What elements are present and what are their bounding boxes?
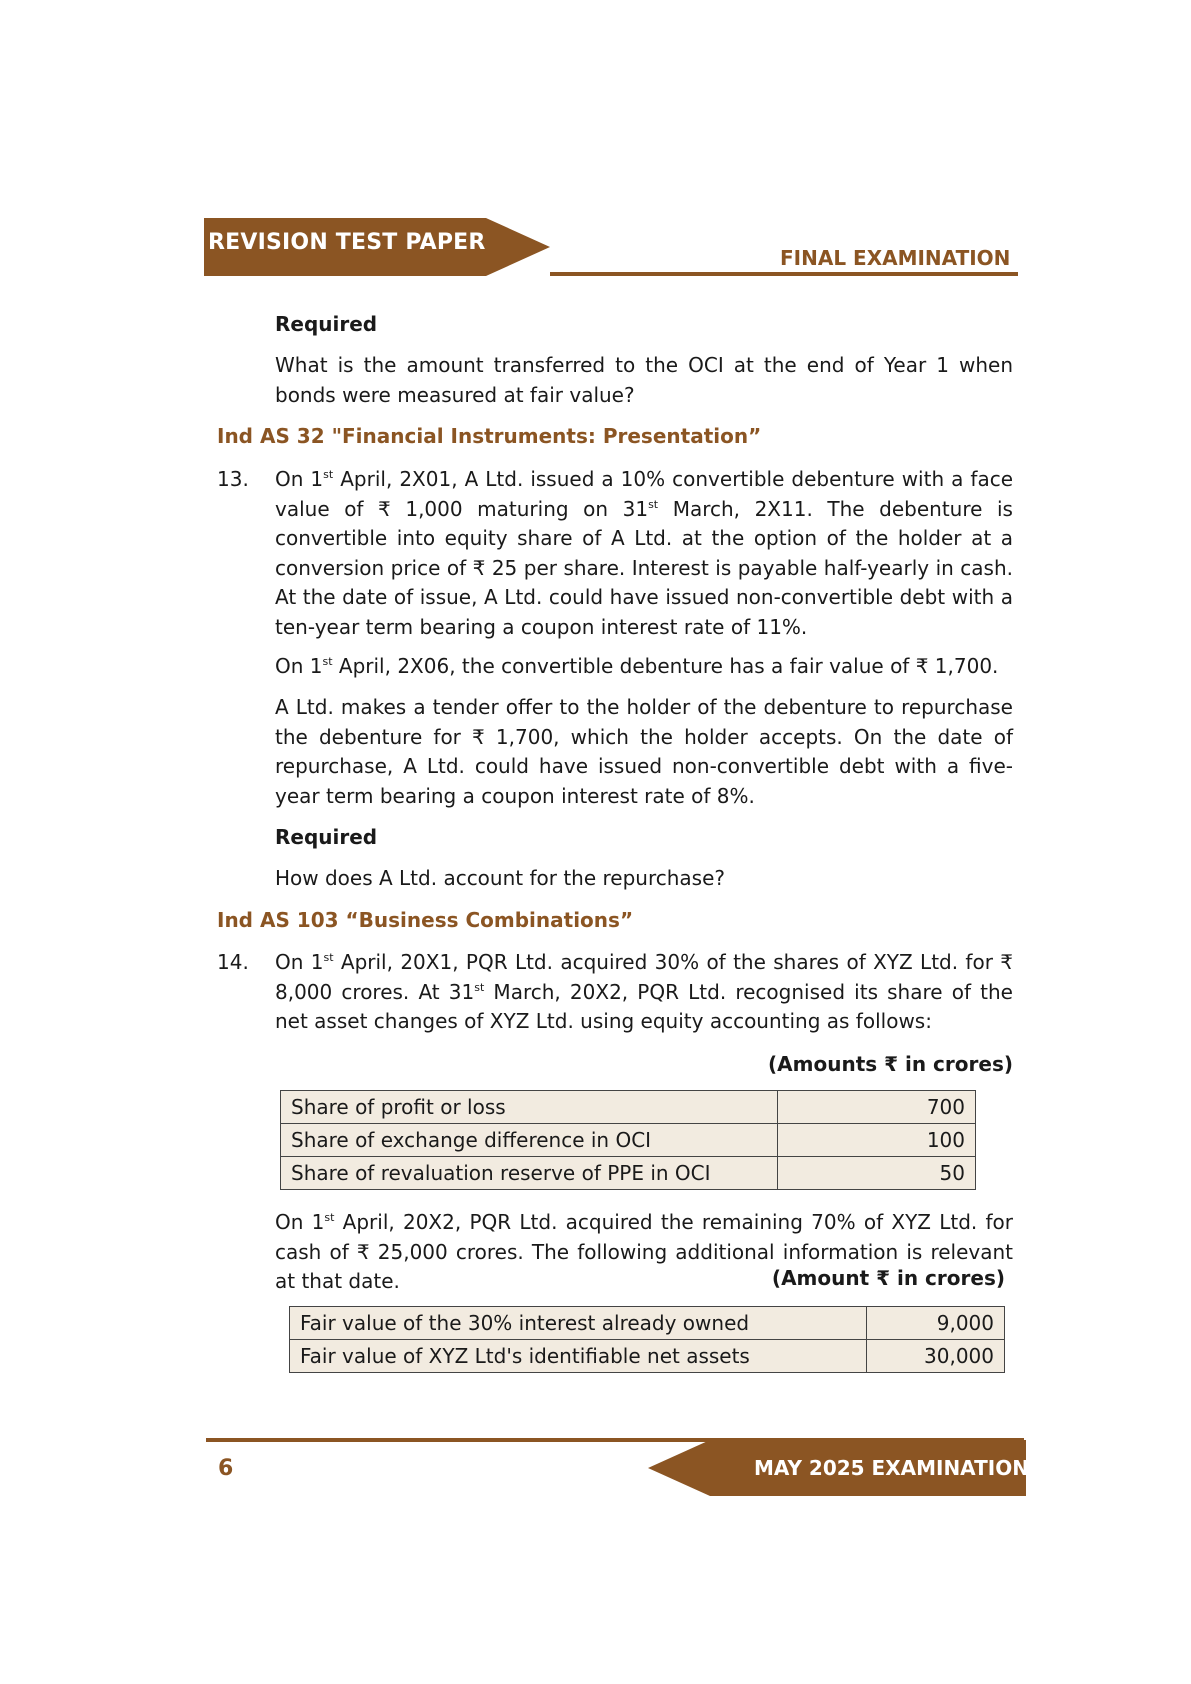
- table-cell-value: 50: [778, 1157, 976, 1190]
- q13-required-label: Required: [275, 825, 378, 849]
- table-cell-label: Fair value of the 30% interest already owned: [290, 1307, 867, 1340]
- table-cell-label: Fair value of XYZ Ltd's identifiable net assets: [290, 1340, 867, 1373]
- q12-question: What is the amount transferred to the OCI at the end of Year 1 when bonds were measured at fair value?: [275, 353, 1013, 407]
- page-number: 6: [218, 1456, 234, 1481]
- table-row: [290, 1340, 1005, 1373]
- section-heading-ind-as-103: Ind AS 103 “Business Combinations”: [217, 908, 634, 932]
- table-cell-label: Share of revaluation reserve of PPE in OCI: [281, 1157, 778, 1190]
- q13-paragraph-2: On 1st April, 2X06, the convertible debenture has a fair value of ₹ 1,700.: [275, 654, 999, 678]
- header-left-title: REVISION TEST PAPER: [208, 230, 486, 255]
- table-row: [281, 1157, 976, 1190]
- section-heading-ind-as-32: Ind AS 32 "Financial Instruments: Presentation”: [217, 424, 762, 448]
- footer-exam-label: MAY 2025 EXAMINATION: [754, 1456, 1029, 1480]
- q13-question: How does A Ltd. account for the repurchase?: [275, 866, 726, 890]
- table-cell-value: 30,000: [867, 1340, 1005, 1373]
- table-cell-value: 700: [778, 1091, 976, 1124]
- table2-caption: (Amount ₹ in crores): [771, 1266, 1005, 1290]
- table-row: [281, 1091, 976, 1124]
- table-cell-label: Share of exchange difference in OCI: [281, 1124, 778, 1157]
- header-rule: [550, 272, 1018, 276]
- table-cell-label: Share of profit or loss: [281, 1091, 778, 1124]
- q13-number: 13.: [217, 467, 249, 491]
- table1-caption: (Amounts ₹ in crores): [768, 1052, 1013, 1076]
- fair-value-table: [289, 1306, 1005, 1373]
- table-row: [290, 1307, 1005, 1340]
- q12-required-label: Required: [275, 312, 378, 336]
- q13-paragraph-3: A Ltd. makes a tender offer to the holder of the debenture to repurchase the debenture for ₹ 1,700, which the holder accepts. On the date of repurchase, A Ltd. could have issued non-convertible debt with a five-year term bearing a coupon interest rate of 8%.: [275, 695, 1013, 808]
- table-cell-value: 9,000: [867, 1307, 1005, 1340]
- header-right-title: FINAL EXAMINATION: [780, 246, 1011, 270]
- table-cell-value: 100: [778, 1124, 976, 1157]
- q14-paragraph-1: On 1st April, 20X1, PQR Ltd. acquired 30% of the shares of XYZ Ltd. for ₹ 8,000 crores. At 31st March, 20X2, PQR Ltd. recognised its share of the net asset changes of XYZ Ltd. using equity accounting as follows:: [275, 950, 1014, 1033]
- table-row: [281, 1124, 976, 1157]
- q14-number: 14.: [217, 950, 249, 974]
- q14-paragraph-2: On 1st April, 20X2, PQR Ltd. acquired the remaining 70% of XYZ Ltd. for cash of ₹ 25,000 crores. The following additional information is relevant at that date.: [275, 1210, 1013, 1293]
- q13-paragraph-1: On 1st April, 2X01, A Ltd. issued a 10% convertible debenture with a face value of ₹ 1,000 maturing on 31st March, 2X11. The debenture is convertible into equity share of A Ltd. at the option of the holder at a conversion price of ₹ 25 per share. Interest is payable half-yearly in cash. At the date of issue, A Ltd. could have issued non-convertible debt with a ten-year term bearing a coupon interest rate of 11%.: [275, 467, 1014, 639]
- share-of-net-assets-table: [280, 1090, 976, 1190]
